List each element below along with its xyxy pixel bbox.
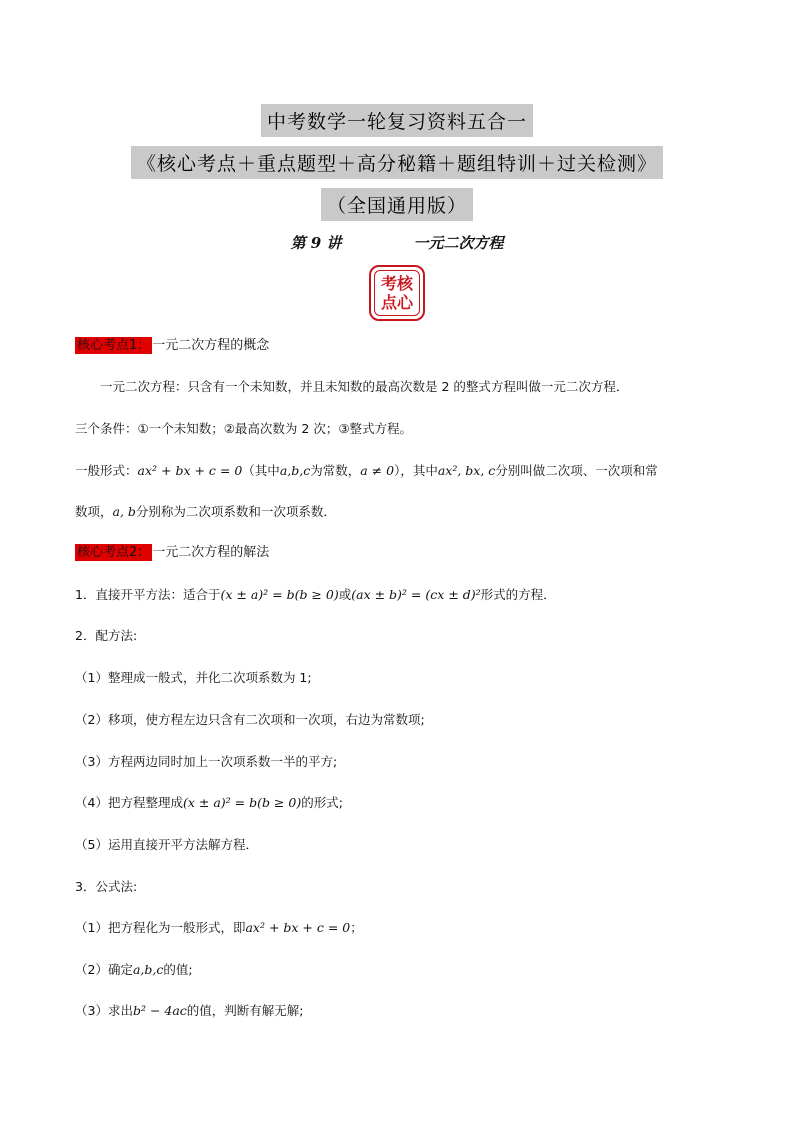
general-form-line-2	[75, 504, 735, 520]
method-3-step-3-label: （3）求出	[75, 1003, 133, 1018]
method-2-step-3: （3）方程两边同时加上一次项系数一半的平方;	[75, 754, 338, 769]
title-line-2-wrap	[0, 146, 794, 179]
method-2-step-4-tail: 的形式;	[301, 795, 343, 810]
section-1-heading	[75, 338, 735, 354]
method-2-title: 2．配方法:	[75, 628, 138, 643]
method-2-step-2: （2）移项，使方程左边只含有二次项和一次项，右边为常数项;	[75, 712, 425, 727]
general-form-abc: a,b,c	[279, 463, 311, 478]
general-form-terms: ax², bx, c	[437, 463, 496, 478]
method-3-step-1-label: （1）把方程化为一般形式，即	[75, 920, 246, 935]
method-1-tail: 形式的方程．	[480, 587, 556, 602]
method-3-step-2-label: （2）确定	[75, 962, 133, 977]
method-1-equation-1: (x ± a)² = b(b ≥ 0)	[220, 587, 339, 602]
method-1-line	[75, 587, 735, 603]
method-3-step-1-tail: ；	[350, 920, 363, 935]
seal-line-1: 考核	[380, 274, 413, 293]
method-3-title: 3．公式法:	[75, 879, 138, 894]
section-2-tag: 核心考点2：	[77, 545, 151, 560]
general-form-line	[75, 463, 735, 479]
method-3-step-3-tail: 的值，判断有解无解;	[186, 1003, 304, 1018]
method-2-step-5: （5）运用直接开平方法解方程．	[75, 837, 258, 852]
title-line-1: 中考数学一轮复习资料五合一	[261, 104, 533, 137]
general-form-label: 一般形式：	[75, 463, 138, 478]
general-form-text-4: 分别叫做二次项、一次项和常	[495, 463, 658, 478]
method-1-label: 1．直接开平方法：适合于	[75, 587, 221, 602]
method-2-step-4-label: （4）把方程整理成	[75, 795, 183, 810]
section-2-title: 一元二次方程的解法	[152, 545, 270, 560]
method-3-step-3-discriminant: b² − 4ac	[132, 1003, 187, 1018]
method-3-step-2	[75, 962, 735, 978]
lecture-title: 一元二次方程	[413, 234, 504, 252]
title-line-1-wrap	[0, 104, 794, 137]
core-points-seal	[369, 265, 425, 321]
general-form-text-3: ），其中	[394, 463, 438, 478]
method-2-step-1: （1）整理成一般式，并化二次项系数为 1;	[75, 670, 312, 685]
section-2-heading	[75, 545, 735, 561]
general-form-text-6: 分别称为二次项系数和一次项系数．	[135, 504, 336, 519]
method-2-step-4-equation: (x ± a)² = b(b ≥ 0)	[182, 795, 302, 810]
method-3-step-1	[75, 920, 735, 936]
title-line-3-wrap	[0, 188, 794, 221]
general-form-text-5: 数项，	[75, 504, 113, 519]
method-3-step-2-abc: a,b,c	[132, 962, 164, 977]
method-3-step-1-equation: ax² + bx + c = 0	[245, 920, 351, 935]
method-3-step-2-tail: 的值;	[163, 962, 193, 977]
seal-line-2: 点心	[380, 293, 413, 312]
section-1-title: 一元二次方程的概念	[152, 338, 270, 353]
method-1-or: 或	[338, 587, 352, 602]
section-1-tag: 核心考点1：	[77, 338, 151, 353]
method-1-equation-2: (ax ± b)² = (cx ± d)²	[351, 587, 481, 602]
general-form-text-2: 为常数，	[310, 463, 361, 478]
conditions-text: 三个条件：①一个未知数；②最高次数为 2 次；③整式方程。	[75, 421, 413, 436]
lecture-number: 第 9 讲	[290, 234, 342, 252]
method-2-step-4	[75, 795, 735, 811]
general-form-ab: a, b	[112, 504, 136, 519]
definition-text: 一元二次方程：只含有一个未知数，并且未知数的最高次数是 2 的整式方程叫做一元二次方程．	[100, 379, 629, 394]
lecture-heading	[0, 232, 794, 253]
title-line-2: 《核心考点＋重点题型＋高分秘籍＋题组特训＋过关检测》	[131, 146, 663, 179]
general-form-nonzero: a ≠ 0	[360, 463, 395, 478]
general-form-equation: ax² + bx + c = 0	[137, 463, 243, 478]
title-line-3: （全国通用版）	[321, 188, 473, 221]
general-form-text-1: （其中	[242, 463, 280, 478]
method-3-step-3	[75, 1003, 735, 1019]
